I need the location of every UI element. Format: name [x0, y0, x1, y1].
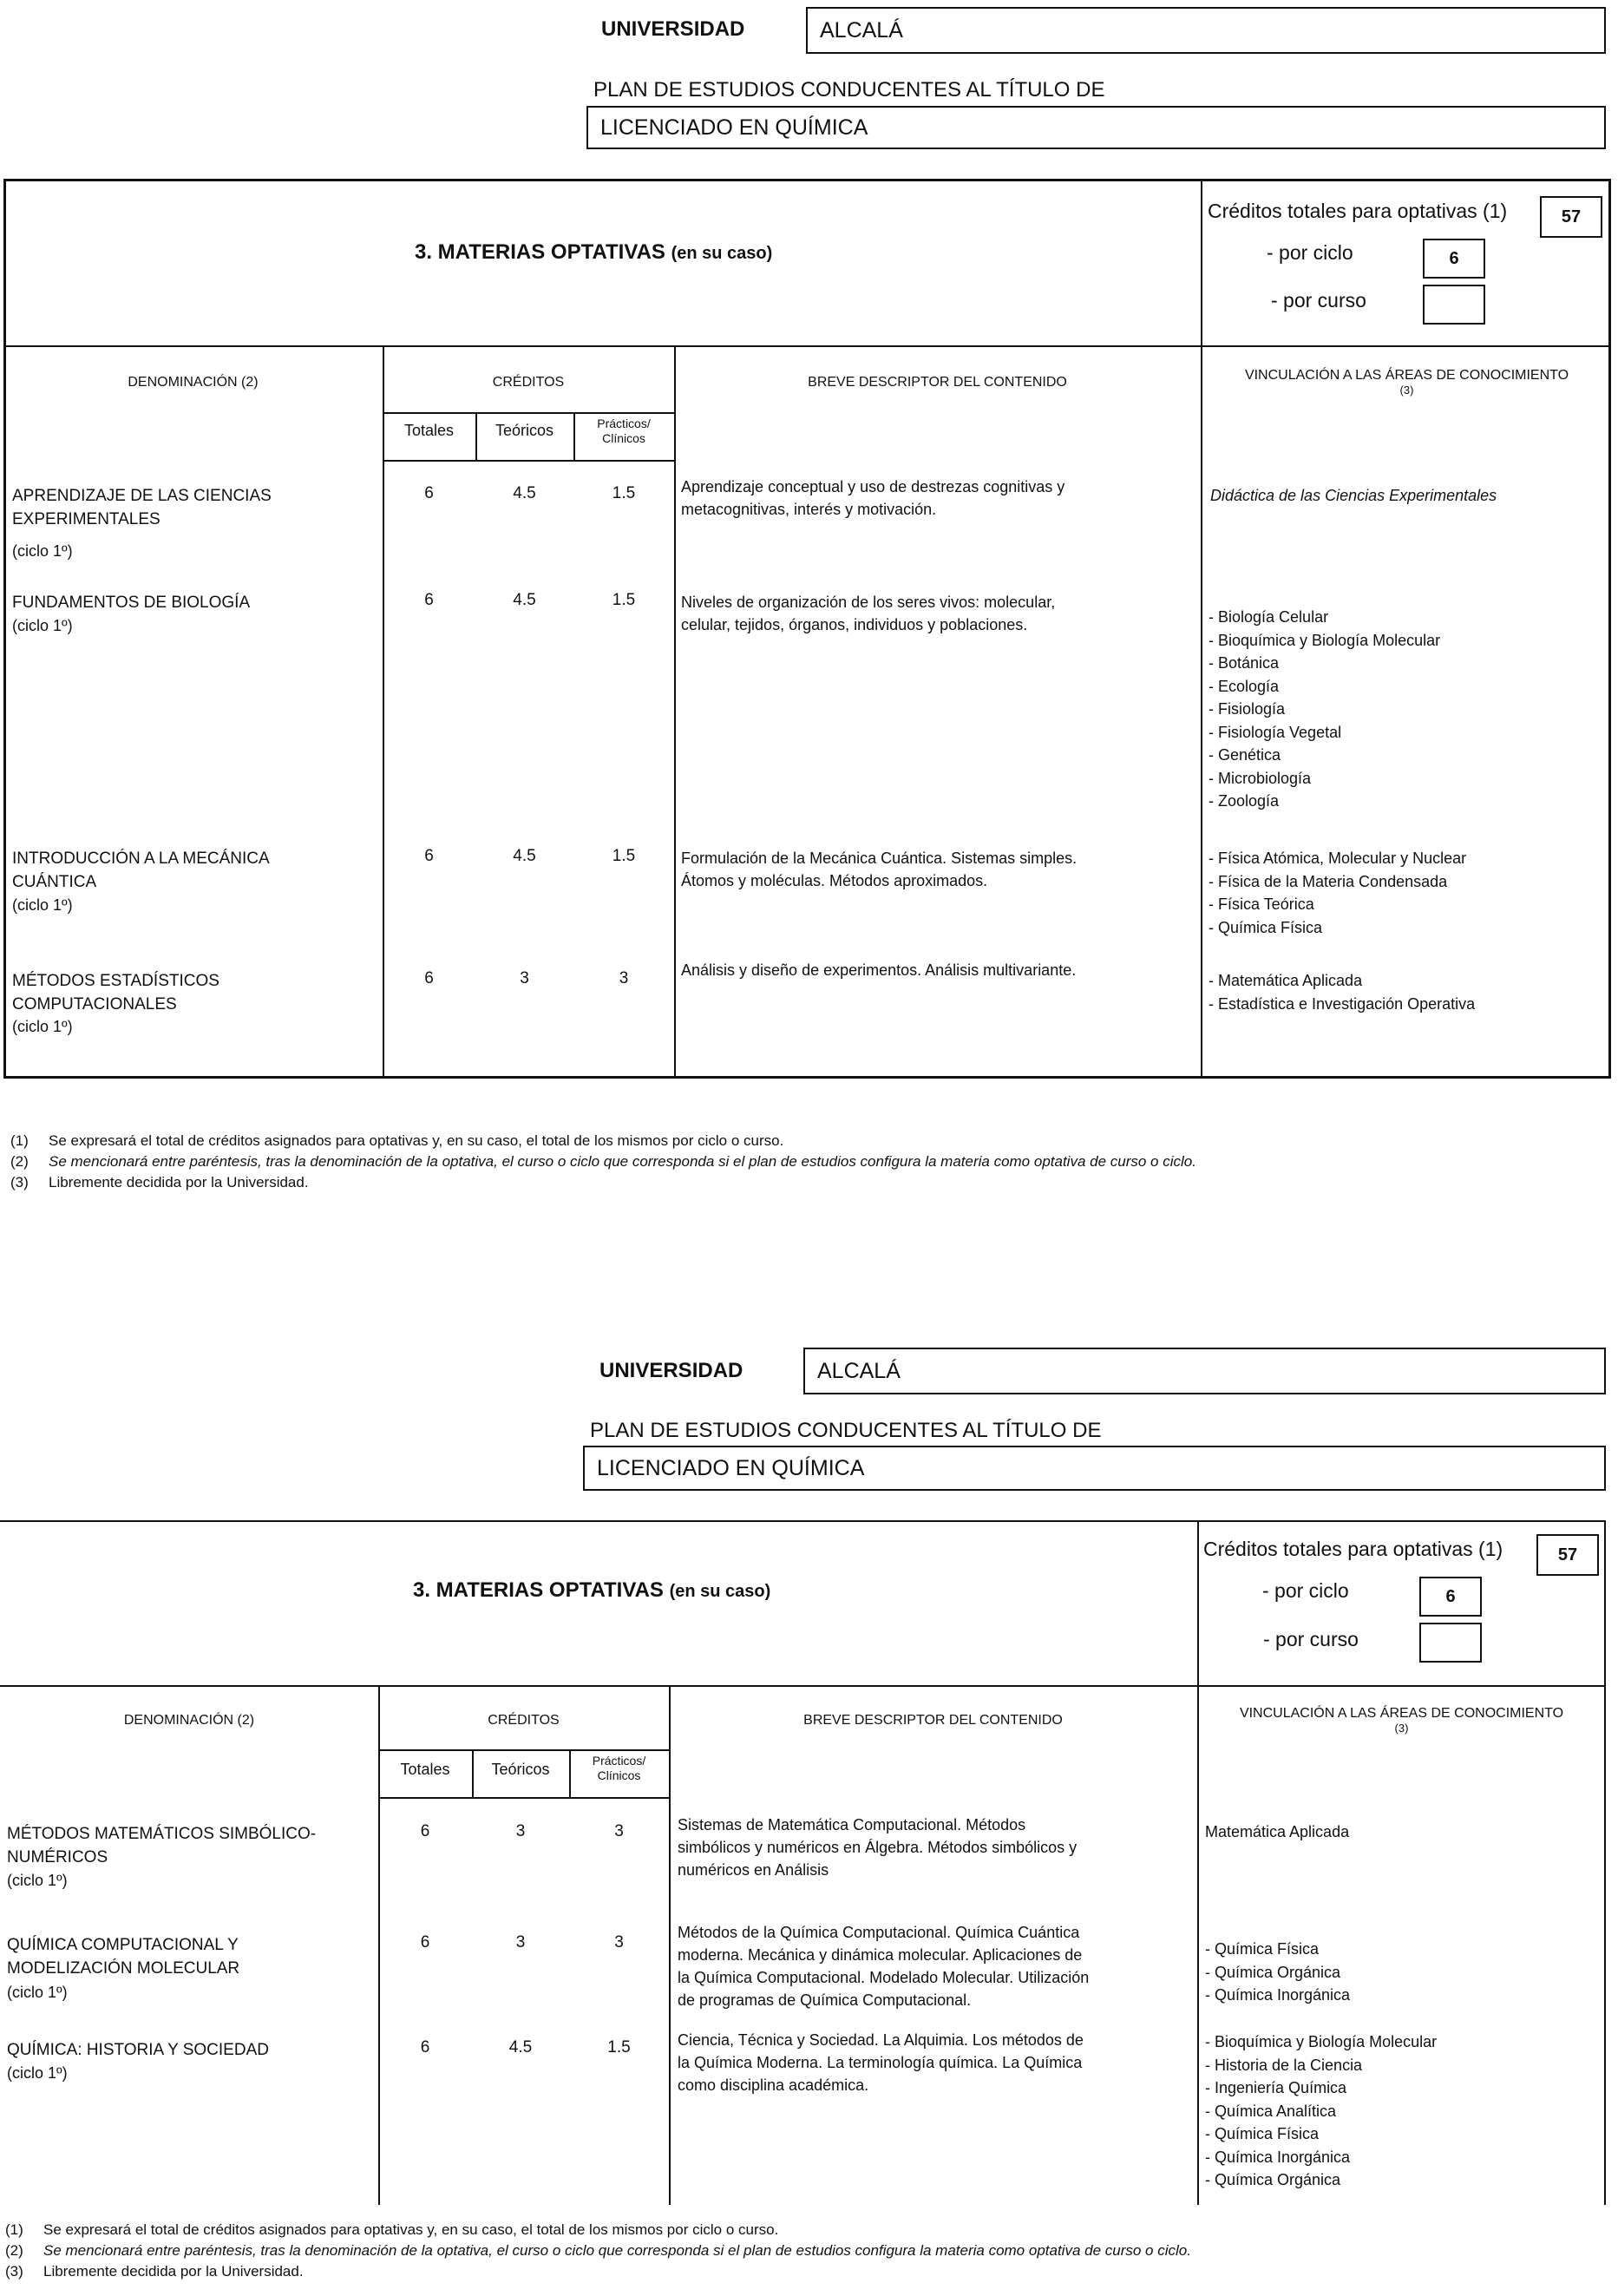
row-totales: 6: [420, 1933, 430, 1952]
por-ciclo-label: - por ciclo: [1267, 241, 1353, 264]
row-totales: 6: [424, 591, 434, 609]
row-name: QUÍMICA: HISTORIA Y SOCIEDAD: [7, 2041, 269, 2059]
col-teoricos: Teóricos: [495, 422, 554, 439]
divider: [1197, 1520, 1199, 2205]
row-ciclo: (ciclo 1º): [12, 542, 73, 560]
row-areas: - Bioquímica y Biología Molecular - Historia de la Ciencia - Ingeniería Química - Química Analítica - Química Física - Química Inorgánica - Química Orgánica: [1205, 2033, 1438, 2188]
row-totales: 6: [424, 847, 434, 865]
row-totales: 6: [420, 2038, 430, 2057]
row-practicos: 1.5: [612, 591, 636, 609]
por-curso-label: - por curso: [1271, 289, 1366, 312]
row-totales: 6: [424, 484, 434, 502]
por-ciclo-value: 6: [1445, 1586, 1456, 1606]
row-totales: 6: [420, 1822, 430, 1840]
divider: [1604, 1520, 1606, 2205]
plan-label: PLAN DE ESTUDIOS CONDUCENTES AL TÍTULO DE: [590, 1419, 1102, 1442]
row-descriptor: Ciencia, Técnica y Sociedad. La Alquimia. Los métodos de la Química Moderna. La terminología química. La Química como disciplina académica.: [678, 2031, 1084, 2094]
por-curso-label: - por curso: [1263, 1628, 1359, 1650]
col-teoricos: Teóricos: [491, 1761, 550, 1778]
row-areas: - Matemática Aplicada - Estadística e Investigación Operativa: [1209, 972, 1476, 1013]
creditos-totales-value: 57: [1561, 207, 1582, 226]
divider: [3, 345, 1611, 347]
row-ciclo: (ciclo 1º): [7, 1984, 68, 2001]
divider: [0, 1685, 1606, 1687]
row-teoricos: 3: [515, 1822, 526, 1840]
por-ciclo-label: - por ciclo: [1262, 1579, 1349, 1602]
divider: [669, 1685, 671, 2205]
universidad-label: UNIVERSIDAD: [601, 17, 745, 41]
row-name: MÉTODOS MATEMÁTICOS SIMBÓLICO- NUMÉRICOS: [7, 1825, 317, 1866]
divider: [378, 1797, 669, 1799]
divider: [383, 412, 674, 414]
creditos-totales-value: 57: [1557, 1545, 1578, 1565]
titulo-value: LICENCIADO EN QUÍMICA: [600, 115, 868, 140]
row-descriptor: Análisis y diseño de experimentos. Análisis multivariante.: [681, 961, 1077, 979]
divider: [383, 460, 674, 462]
footnotes: (1) Se expresará el total de créditos asignados para optativas y, en su caso, el total de los mismos por ciclo o curso. (2) Se mencionará entre paréntesis, tras la denominación de la optativa, el curso o ciclo que corresponda si el plan de estudios configura la materia como optativa de curso o ciclo. (3) Libremente decidida por la Universidad.: [5, 2221, 1191, 2280]
row-areas: - Biología Celular - Bioquímica y Biología Molecular - Botánica - Ecología - Fisiología - Fisiología Vegetal - Genética - Microbiología - Zoología: [1209, 608, 1441, 810]
por-ciclo-value: 6: [1449, 248, 1459, 268]
universidad-label: UNIVERSIDAD: [599, 1359, 743, 1382]
row-ciclo: (ciclo 1º): [7, 2064, 68, 2082]
creditos-totales-label: Créditos totales para optativas (1): [1203, 1538, 1503, 1560]
row-teoricos: 4.5: [508, 2038, 533, 2057]
col-vinculacion: VINCULACIÓN A LAS ÁREAS DE CONOCIMIENTO (3): [1239, 1706, 1564, 1735]
divider: [0, 1520, 1606, 1522]
row-name: QUÍMICA COMPUTACIONAL Y MODELIZACIÓN MOLECULAR: [7, 1936, 240, 1978]
row-ciclo: (ciclo 1º): [12, 617, 73, 634]
row-name: APRENDIZAJE DE LAS CIENCIAS EXPERIMENTALES: [12, 487, 272, 528]
por-ciclo-box: [1423, 239, 1485, 279]
por-curso-box: [1419, 1623, 1482, 1663]
col-creditos: CRÉDITOS: [492, 375, 565, 390]
plan-label: PLAN DE ESTUDIOS CONDUCENTES AL TÍTULO DE: [593, 78, 1105, 102]
creditos-totales-box: [1536, 1534, 1599, 1576]
por-curso-box: [1423, 285, 1485, 325]
universidad-field: [803, 1348, 1606, 1394]
row-descriptor: Sistemas de Matemática Computacional. Métodos simbólicos y numéricos en Álgebra. Métodos simbólicos y numéricos en Análisis: [678, 1816, 1078, 1879]
col-descriptor: BREVE DESCRIPTOR DEL CONTENIDO: [808, 375, 1067, 390]
row-practicos: 3: [619, 969, 629, 987]
row-areas: - Física Atómica, Molecular y Nuclear - Física de la Materia Condensada - Física Teórica - Química Física: [1209, 850, 1467, 936]
row-ciclo: (ciclo 1º): [7, 1872, 68, 1889]
section-title: 3. MATERIAS OPTATIVAS (en su caso): [413, 1578, 771, 1602]
row-descriptor: Aprendizaje conceptual y uso de destrezas cognitivas y metacognitivas, interés y motivación.: [681, 478, 1065, 518]
row-ciclo: (ciclo 1º): [12, 896, 73, 914]
row-name: INTRODUCCIÓN A LA MECÁNICA CUÁNTICA: [12, 850, 270, 891]
row-ciclo: (ciclo 1º): [12, 1018, 73, 1035]
row-teoricos: 4.5: [513, 484, 536, 502]
row-descriptor: Niveles de organización de los seres vivos: molecular, celular, tejidos, órganos, individuos y poblaciones.: [681, 594, 1056, 633]
row-practicos: 1.5: [612, 847, 636, 865]
row-totales: 6: [424, 969, 434, 987]
row-teoricos: 3: [515, 1933, 526, 1952]
row-name: MÉTODOS ESTADÍSTICOS COMPUTACIONALES: [12, 972, 219, 1014]
row-teoricos: 4.5: [513, 847, 536, 865]
row-teoricos: 4.5: [513, 591, 536, 609]
titulo-field: [586, 106, 1606, 149]
row-practicos: 3: [614, 1822, 624, 1840]
row-descriptor: Métodos de la Química Computacional. Química Cuántica moderna. Mecánica y dinámica molecular. Aplicaciones de la Química Computacional. Modelado Molecular. Utilización de programas de Química Computacional.: [678, 1924, 1090, 2009]
titulo-field: [583, 1446, 1606, 1491]
row-practicos: 3: [614, 1933, 624, 1952]
universidad-field: [806, 7, 1606, 54]
col-totales: Totales: [400, 1761, 450, 1778]
col-practicos: Prácticos/ Clínicos: [597, 417, 651, 445]
row-areas: - Química Física - Química Orgánica - Química Inorgánica: [1205, 1940, 1351, 2004]
divider: [1201, 179, 1202, 1079]
col-vinculacion: VINCULACIÓN A LAS ÁREAS DE CONOCIMIENTO (3): [1244, 368, 1569, 397]
universidad-value: ALCALÁ: [820, 17, 903, 43]
creditos-totales-box: [1540, 196, 1602, 238]
col-totales: Totales: [403, 422, 455, 439]
por-ciclo-box: [1419, 1577, 1482, 1617]
section-title: 3. MATERIAS OPTATIVAS (en su caso): [415, 240, 773, 264]
row-descriptor: Formulación de la Mecánica Cuántica. Sistemas simples. Átomos y moléculas. Métodos aproximados.: [681, 850, 1078, 889]
row-practicos: 1.5: [607, 2038, 631, 2057]
row-areas: Matemática Aplicada: [1205, 1823, 1350, 1840]
row-teoricos: 3: [520, 969, 529, 987]
col-denominacion: DENOMINACIÓN (2): [123, 1713, 255, 1728]
universidad-value: ALCALÁ: [817, 1358, 901, 1383]
row-area: Didáctica de las Ciencias Experimentales: [1210, 487, 1497, 504]
divider: [378, 1749, 669, 1751]
col-denominacion: DENOMINACIÓN (2): [128, 375, 259, 390]
row-practicos: 1.5: [612, 484, 636, 502]
row-name: FUNDAMENTOS DE BIOLOGÍA: [12, 594, 251, 612]
col-practicos: Prácticos/ Clínicos: [592, 1754, 646, 1782]
footnotes: (1) Se expresará el total de créditos asignados para optativas y, en su caso, el total de los mismos por ciclo o curso. (2) Se mencionará entre paréntesis, tras la denominación de la optativa, el curso o ciclo que corresponda si el plan de estudios configura la materia como optativa de curso o ciclo. (3) Libremente decidida por la Universidad.: [10, 1132, 1196, 1191]
col-descriptor: BREVE DESCRIPTOR DEL CONTENIDO: [803, 1713, 1063, 1728]
creditos-totales-label: Créditos totales para optativas (1): [1208, 200, 1508, 222]
divider: [674, 345, 676, 1079]
col-creditos: CRÉDITOS: [488, 1713, 560, 1728]
titulo-value: LICENCIADO EN QUÍMICA: [597, 1455, 865, 1480]
